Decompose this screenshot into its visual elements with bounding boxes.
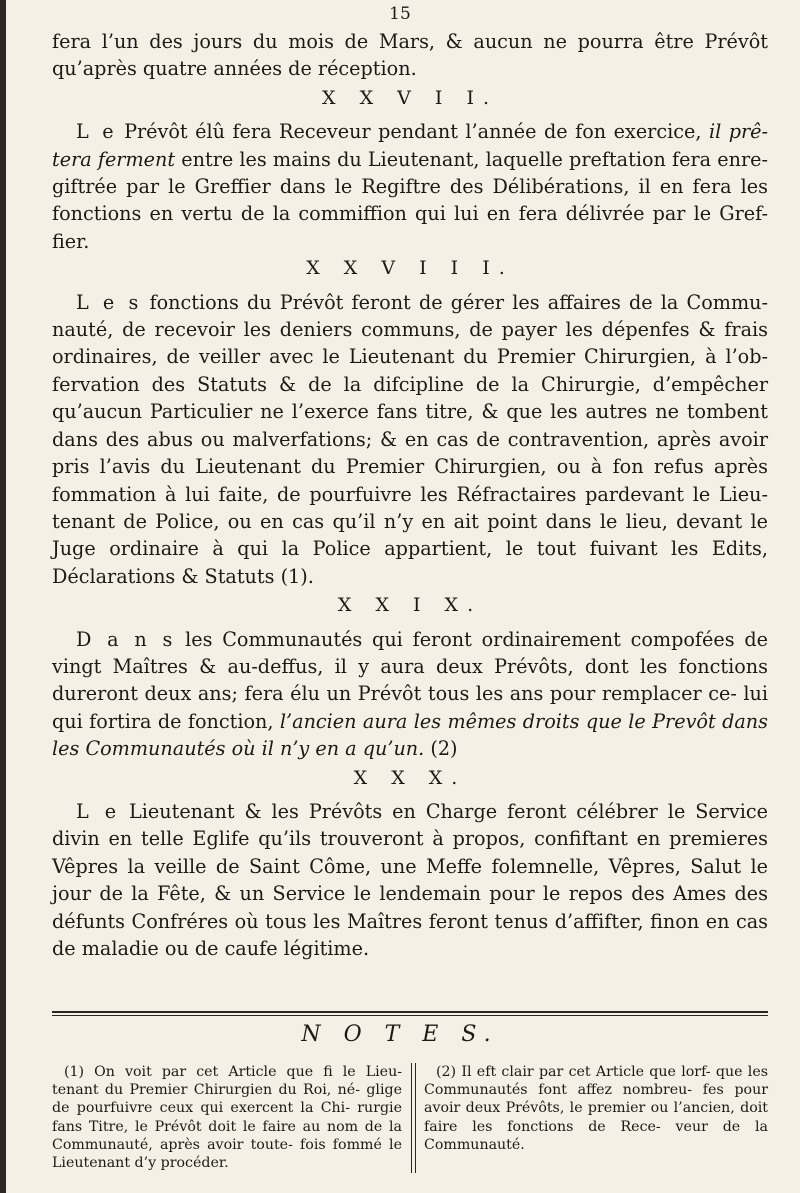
notes-title: N O T E S. (301, 1022, 499, 1047)
article-29-text (52, 626, 768, 763)
footnote-column-rule (411, 1063, 412, 1173)
article-28-heading: X X V I I I. (306, 257, 514, 280)
article-30-heading: X X X. (353, 766, 467, 789)
article-continuation: fera l’un des jours du mois de Mars, & aucun ne pourra être Prévôt qu’après quatre années de réception. (52, 30, 768, 81)
article-30-text (52, 798, 768, 962)
footnote-2-text: (2) Il eft clair par cet Article que lorf- que les Communautés font affez nombreu- fes pour avoir deux Prévôts, le premier ou l’ancien, doit faire les fonctions de Rece- veur de la Communauté. (424, 1064, 768, 1153)
page-number: 15 (389, 4, 411, 24)
article-27-text (52, 118, 768, 255)
article-29-part2: (2) (424, 737, 458, 761)
article-29-italic: l’ancien aura les mêmes droits que le Prevôt dans les Communautés où il n’y en a qu’un. (52, 709, 768, 761)
footnote-column-rule-2 (415, 1063, 416, 1173)
notes-divider-thin (52, 1015, 768, 1016)
footnote-1 (52, 1063, 402, 1172)
page-binding-edge (0, 0, 6, 1193)
article-28-body: fonctions du Prévôt feront de gérer les affaires de la Commu- nauté, de recevoir les deniers communs, de payer les dépenfes & frais ordinaires, de veiller avec le Lieutenant du Premier Chirurgien, à l’ob- fervation des Statuts & de la difcipline de la Chirurgie, d’empêcher qu’aucun Particulier ne l’exerce fans titre, & que les autres ne tombent dans des abus ou malverfations; & en cas de contravention, après avoir pris l’avis du Lieutenant du Premier Chirurgien, ou à fon refus après fommation à lui faite, de pourfuivre les Réfractaires pardevant le Lieu- tenant de Police, ou en cas qu’il n’y en ait point dans le lieu, devant le Juge ordinaire à qui la Police appartient, le tout fuivant les Edits, Déclarations & Statuts (1). (52, 290, 768, 588)
article-28-text (52, 289, 768, 590)
notes-divider-thick (52, 1011, 768, 1013)
article-27-lead: L e (76, 120, 117, 144)
article-29-heading: X X I X. (337, 594, 483, 617)
article-27-part1: Prévôt élû fera Receveur pendant l’année de fon exercice, (116, 120, 709, 144)
article-27-heading: X X V I I. (322, 86, 498, 109)
article-27-part2: entre les mains du Lieutenant, laquelle preftation fera enre- giftrée par le Greffier dans le Regiftre des Délibérations, il en fera les fonctions en vertu de la commiffion qui lui en fera délivrée par le Gref- fier. (52, 147, 768, 253)
article-29-lead: D a n s (76, 627, 176, 651)
article-30-lead: L e (76, 799, 120, 823)
article-30-body: Lieutenant & les Prévôts en Charge feront célébrer le Service divin en telle Eglife qu’ils trouveront à propos, confiftant en premieres Vêpres la veille de Saint Côme, une Meffe folemnelle, Vêpres, Salut le jour de la Fête, & un Service le lendemain pour le repos des Ames des défunts Confréres où tous les Maîtres feront tenus d’affifter, finon en cas de maladie ou de caufe légitime. (52, 799, 768, 960)
footnote-2 (424, 1063, 768, 1154)
article-29-part1: les Communautés qui feront ordinairement compofées de vingt Maîtres & au-deffus, il y aura deux Prévôts, dont les fonctions dureront deux ans; fera élu un Prévôt tous les ans pour remplacer ce- lui qui fortira de fonction, (52, 627, 768, 733)
footnote-1-text: (1) On voit par cet Article que fi le Lieu- tenant du Premier Chirurgien du Roi, né- glige de pourfuivre ceux qui exercent la Chi- rurgie fans Titre, le Prévôt doit le faire au nom de la Communauté, après avoir toute- fois fommé le Lieutenant d’y procéder. (52, 1064, 402, 1172)
article-28-lead: L e s (76, 290, 142, 314)
main-text (52, 28, 768, 962)
article-27-italic: il prê- tera ferment (52, 120, 768, 171)
